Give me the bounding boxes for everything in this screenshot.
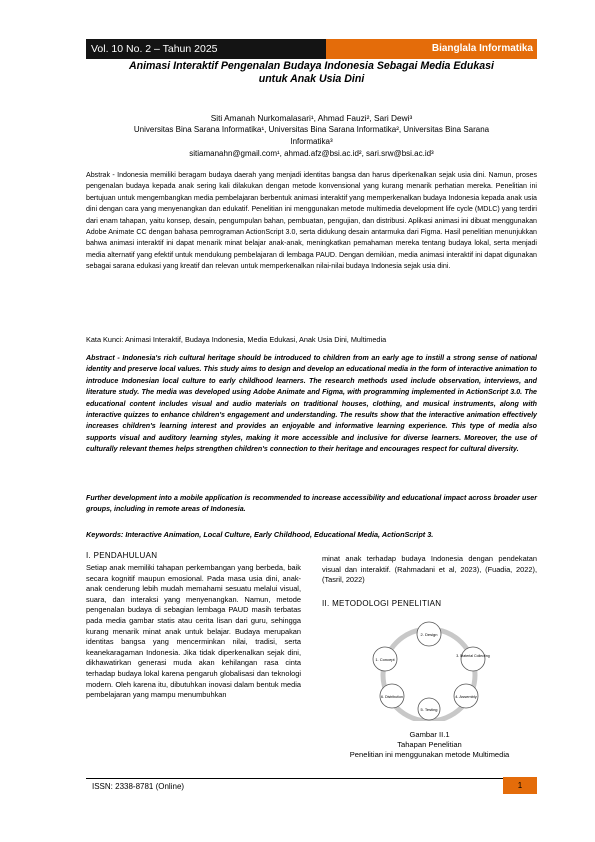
svg-text:2. Design: 2. Design [420, 632, 438, 637]
metodologi-body: Penelitian ini menggunakan metode Multimedia [349, 750, 510, 760]
abstract-en-paragraph: Abstract - Indonesia's rich cultural heritage should be introduced to children from an early age to instill a strong sense of national identity and preserve local values. This study aims to design and develop an educational media in the form of interactive animation to introduce Indonesian local culture to early childhood learners. The research methods used include observation, interviews, and literature study. The media was developed using Adobe Animate and Figma, with programming implemented in ActionScript 3.0. The educational content includes visual and audio materials on traditional houses, clothing, and musical instruments, along with interactive quizzes to enhance children's engagement and understanding. The results show that the interactive animation effectively increases children's learning interest and provides an enjoyable and informative learning experience. This type of media also supports visual and auditory learning styles, making it more accessible and inclusive for diverse learners. Moreover, the use of culturally relevant themes helps strengthen children's connection to their heritage and encourages respect for cultural diversity. [86, 354, 537, 454]
section-heading-pendahuluan: I. PENDAHULUAN [86, 551, 158, 560]
journal-header [86, 39, 537, 59]
stage-concept [373, 647, 397, 671]
page-number: 1 [503, 777, 537, 794]
svg-text:5. Testing: 5. Testing [420, 707, 438, 712]
abstrak-paragraph: Abstrak - Indonesia memiliki beragam budaya daerah yang menjadi identitas bangsa dan harus diperkenalkan sejak usia dini. Namun, proses pengenalan budaya kepada anak sering kali dilakukan dengan metode konvensional yang kurang menarik perhatian mereka. Penelitian ini bertujuan untuk mengembangkan media pembelajaran berbentuk animasi interaktif yang memperkenalkan budaya Indonesia kepada anak usia dini dengan cara yang menyenangkan dan edukatif. Penelitian ini menggunakan metode multimedia development life cycle (MDLC) yang terdiri dari enam tahapan, yaitu konsep, desain, pengumpulan bahan, pembuatan, pengujian, dan distribusi. Aplikasi animasi ini dibuat menggunakan Adobe Animate CC dengan bahasa pemrograman ActionScript 3.0, serta didukung desain antarmuka dari Figma. Hasil penelitian menunjukkan bahwa animasi interaktif ini dapat menarik minat belajar anak-anak, meningkatkan pemahaman mereka tentang budaya lokal, serta menjadi media alternatif yang efektif untuk mendukung pembelajaran di lembaga PAUD. Dengan demikian, media animasi interaktif ini dapat digunakan sebagai sarana edukasi yang kreatif dan relevan untuk memperkenalkan nilai-nilai budaya Indonesia sejak usia dini. [86, 171, 537, 271]
author-emails: sitiamanahn@gmail.com¹, ahmad.afz@bsi.ac.id², sari.srw@bsi.ac.id³ [189, 149, 434, 158]
affiliation-line-1: Universitas Bina Sarana Informatika¹, Universitas Bina Sarana Informatika², Universitas Bina Sarana [133, 125, 490, 134]
volume-label: Vol. 10 No. 2 – Tahun 2025 [86, 39, 326, 59]
pendahuluan-body: Setiap anak memiliki tahapan perkembangan yang berbeda, baik secara kognitif maupun emosional. Pada masa usia dini, anak-anak cenderung lebih mudah memahami sesuatu melalui visual, suara, dan interaksi yang menyenangkan. Namun, metode pengenalan budaya di sebagian lembaga PAUD masih terbatas pada media gambar statis atau cerita lisan dari guru, sehingga kurang menarik minat anak untuk belajar. Budaya merupakan identitas bangsa yang mencerminkan nilai, tradisi, serta keanekaragaman Indonesia. Jika tidak diperkenalkan sejak dini, dikhawatirkan generasi muda akan kehilangan rasa cinta terhadap budaya lokal karena pengaruh globalisasi dan teknologi modern. Oleh karena itu, dibutuhkan inovasi dalam bentuk media pembelajaran yang mampu menumbuhkan [86, 563, 301, 700]
keywords: Keywords: Interactive Animation, Local Culture, Early Childhood, Educational Media, ActionScript 3. [86, 530, 434, 539]
stage-design [417, 622, 441, 646]
author-block [86, 112, 537, 160]
footer-issn: ISSN: 2338-8781 (Online) [86, 778, 513, 794]
stage-assembly [454, 684, 478, 708]
stage-material-collecting [456, 647, 490, 671]
svg-text:3. Material Collecting: 3. Material Collecting [456, 654, 490, 658]
stage-distribution [380, 684, 404, 708]
stage-testing [418, 698, 440, 720]
paper-title [86, 60, 537, 86]
affiliation-line-2: Informatika³ [290, 137, 333, 146]
figure-title: Tahapan Penelitian [397, 740, 462, 750]
svg-text:1. Concept: 1. Concept [375, 657, 395, 662]
journal-name: Bianglala Informatika [326, 39, 537, 59]
figure-caption [322, 730, 537, 761]
col2-intro-text: minat anak terhadap budaya Indonesia dengan pendekatan visual dan interaktif. (Rahmadani et al, 2023), (Fuadia, 2022), (Tasril, 2022) [322, 554, 537, 585]
author-names: Siti Amanah Nurkomalasari¹, Ahmad Fauzi², Sari Dewi³ [210, 113, 413, 123]
title-line-2: untuk Anak Usia Dini [258, 73, 365, 85]
svg-text:6. Distribution: 6. Distribution [381, 695, 403, 699]
figure-label: Gambar II.1 [409, 730, 450, 739]
mdlc-cycle-figure [363, 621, 495, 721]
abstract-en-paragraph-2: Further development into a mobile application is recommended to increase accessibility and educational impact across broader user groups, including in remote areas of Indonesia. [86, 494, 537, 514]
kata-kunci: Kata Kunci: Animasi Interaktif, Budaya Indonesia, Media Edukasi, Anak Usia Dini, Multimedia [86, 335, 387, 344]
title-line-1: Animasi Interaktif Pengenalan Budaya Indonesia Sebagai Media Edukasi [128, 60, 494, 72]
section-heading-metodologi: II. METODOLOGI PENELITIAN [322, 599, 442, 608]
svg-text:4. Assembly: 4. Assembly [455, 694, 477, 699]
